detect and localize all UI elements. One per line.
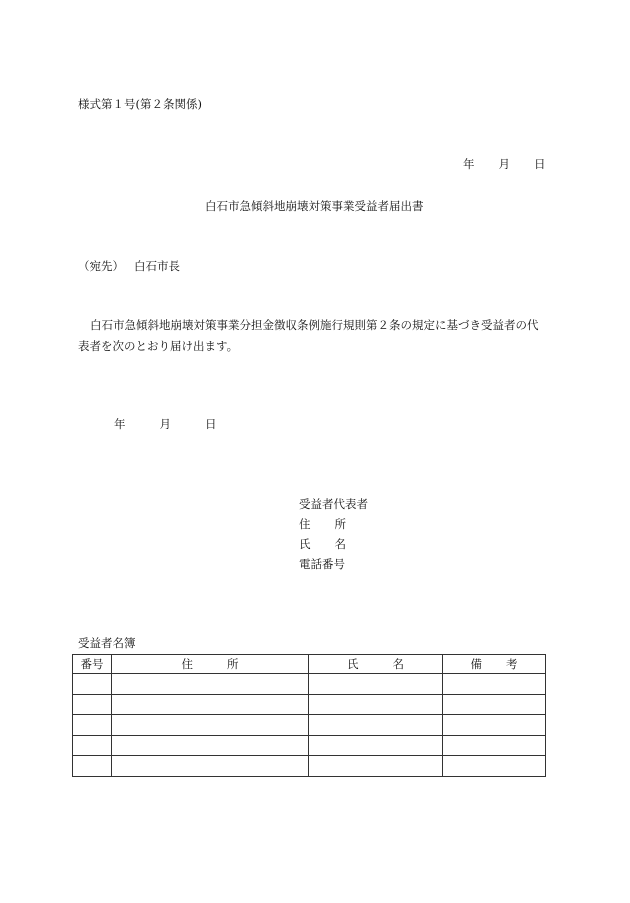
cell-address[interactable] bbox=[112, 735, 309, 756]
remarks-header-char-1: 備 bbox=[470, 657, 482, 671]
cell-number[interactable] bbox=[73, 715, 112, 736]
column-header-remarks bbox=[443, 655, 546, 674]
column-header-number: 番号 bbox=[73, 655, 112, 674]
date-mid bbox=[114, 416, 217, 432]
roster-title: 受益者名簿 bbox=[78, 636, 136, 650]
cell-remarks[interactable] bbox=[443, 715, 546, 736]
table-row bbox=[73, 756, 546, 777]
cell-name[interactable] bbox=[309, 694, 443, 715]
name-label-char-2: 名 bbox=[334, 537, 346, 551]
representative-phone-label: 電話番号 bbox=[299, 557, 345, 571]
cell-remarks[interactable] bbox=[443, 694, 546, 715]
column-header-address bbox=[112, 655, 309, 674]
column-header-name bbox=[309, 655, 443, 674]
name-header-char-2: 名 bbox=[392, 657, 404, 671]
table-row bbox=[73, 694, 546, 715]
cell-number[interactable] bbox=[73, 735, 112, 756]
address-header-char-1: 住 bbox=[181, 657, 193, 671]
cell-remarks[interactable] bbox=[443, 674, 546, 695]
cell-remarks[interactable] bbox=[443, 756, 546, 777]
cell-name[interactable] bbox=[309, 715, 443, 736]
cell-name[interactable] bbox=[309, 674, 443, 695]
cell-number[interactable] bbox=[73, 674, 112, 695]
date-mid-year: 年 bbox=[114, 417, 126, 431]
cell-address[interactable] bbox=[112, 694, 309, 715]
cell-address[interactable] bbox=[112, 674, 309, 695]
cell-address[interactable] bbox=[112, 756, 309, 777]
table-row bbox=[73, 735, 546, 756]
representative-address-label bbox=[299, 516, 346, 532]
name-header-char-1: 氏 bbox=[347, 657, 359, 671]
address-header-char-2: 所 bbox=[227, 657, 239, 671]
date-top-year: 年 bbox=[463, 157, 475, 171]
table-row bbox=[73, 715, 546, 736]
cell-name[interactable] bbox=[309, 735, 443, 756]
addressee-name: 白石市長 bbox=[134, 259, 180, 273]
representative-name-label bbox=[299, 536, 346, 552]
roster-header-row bbox=[73, 655, 546, 674]
addressee bbox=[78, 258, 180, 274]
roster-table bbox=[72, 654, 546, 777]
cell-address[interactable] bbox=[112, 715, 309, 736]
body-line-1: 白石市急傾斜地崩壊対策事業分担金徴収条例施行規則第２条の規定に基づき受益者の代 bbox=[90, 318, 539, 332]
date-top-day: 日 bbox=[534, 157, 546, 171]
address-label-char-2: 所 bbox=[334, 517, 346, 531]
date-top bbox=[463, 156, 546, 172]
document-title: 白石市急傾斜地崩壊対策事業受益者届出書 bbox=[205, 199, 424, 213]
cell-number[interactable] bbox=[73, 756, 112, 777]
address-label-char-1: 住 bbox=[299, 517, 311, 531]
body-line-2: 表者を次のとおり届け出ます。 bbox=[78, 339, 239, 353]
name-label-char-1: 氏 bbox=[299, 537, 311, 551]
date-mid-day: 日 bbox=[205, 417, 217, 431]
representative-heading: 受益者代表者 bbox=[299, 497, 368, 511]
remarks-header-char-2: 考 bbox=[506, 657, 518, 671]
form-label: 様式第１号(第２条関係) bbox=[78, 97, 202, 111]
cell-remarks[interactable] bbox=[443, 735, 546, 756]
cell-name[interactable] bbox=[309, 756, 443, 777]
addressee-label: （宛先） bbox=[78, 259, 124, 273]
cell-number[interactable] bbox=[73, 694, 112, 715]
date-top-month: 月 bbox=[498, 157, 510, 171]
date-mid-month: 月 bbox=[159, 417, 171, 431]
table-row bbox=[73, 674, 546, 695]
